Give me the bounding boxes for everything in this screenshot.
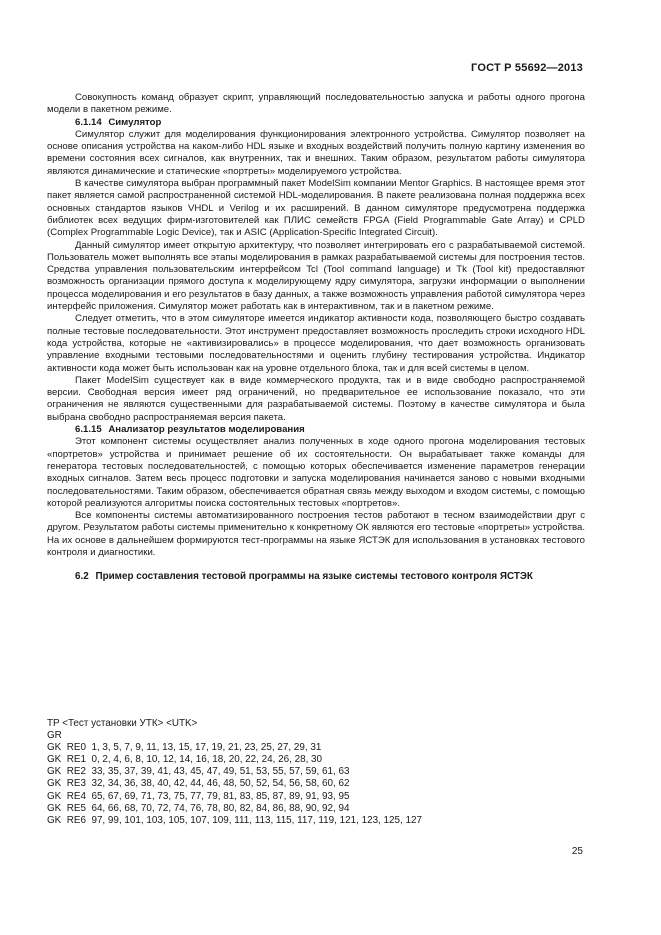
paragraph: Следует отметить, что в этом симуляторе имеется индикатор активности кода, позволяющего быстро создавать полные тестовые последовательности. Этот инструмент предоставляет возможность проследить строки исходного HDL кода устройства, которые не «активизировались» в процессе моделирования, что дает возможность организовать управление входными тестовыми последовательностями и оценить глубину тестирования устройства. Индикатор активности кода может быть использован как на уровне отдельного блока, так и для всей системы в целом. — [47, 313, 585, 374]
code-line: TP <Тест установки УТК> <UTK> — [47, 718, 198, 729]
section-heading-6-2 — [47, 571, 585, 583]
section-number: 6.2 — [75, 571, 89, 583]
code-line: GK RE0 1, 3, 5, 7, 9, 11, 13, 15, 17, 19, 21, 23, 25, 27, 29, 31 — [47, 742, 322, 754]
page-number: 25 — [571, 846, 583, 857]
paragraph: Пакет ModelSim существует как в виде коммерческого продукта, так и в виде свободно распространяемой версии. Свободная версия имеет ряд ограничений, но предварительное ее использование показало, что эти ограничения не являются существенными для разрабатываемой системы. Поэтому в качестве симулятора и была выбрана свободно распространяемая версия пакета. — [47, 374, 585, 423]
section-title: Анализатор результатов моделирования — [108, 424, 305, 436]
paragraph: Все компоненты системы автоматизированного построения тестов работают в тесном взаимодействии друг с другом. Результатом работы системы применительно к конкретному ОК являются его тестовые «портреты» устройства. На их основе в дальнейшем формируются тест-программы на языке ЯСТЭК для использования в установках тестового контроля и диагностики. — [47, 510, 585, 558]
paragraph: В качестве симулятора выбран программный пакет ModelSim компании Mentor Graphics. В настоящее время этот пакет является самой распространенной системой HDL-моделирования. В пакете реализована полная поддержка всех основных стандартов языков VHDL и Verilog и их расширений. В данном симуляторе предусмотрена поддержка библиотек всех ведущих фирм-изготовителей как ПЛИС семейств FPGA (Field Programmable Gate Array) и CPLD (Complex Programmable Logic Device), так и ASIC (Application-Specific Integrated Circuit). — [47, 178, 585, 239]
standard-header: ГОСТ Р 55692—2013 — [471, 62, 583, 74]
paragraph: Симулятор служит для моделирования функционирования электронного устройства. Симулятор позволяет на основе описания устройства на каком-либо HDL языке и входных воздействий получить полную картину изменения во времени состояния всех сигналов, как внутренних, так и внешних. Таким образом, результатом работы симулятора являются динамические и статические «портреты» моделируемого устройства. — [47, 128, 585, 177]
section-number: 6.1.14 — [75, 116, 102, 128]
code-line: GK RE1 0, 2, 4, 6, 8, 10, 12, 14, 16, 18, 20, 22, 24, 26, 28, 30 — [47, 754, 323, 766]
code-line: GK RE5 64, 66, 68, 70, 72, 74, 76, 78, 80, 82, 84, 86, 88, 90, 92, 94 — [47, 802, 350, 814]
paragraph: Этот компонент системы осуществляет анализ полученных в ходе одного прогона моделирования тестовых «портретов» устройства и принимает решение об их состоятельности. Он вырабатывает также команды для генератора тестовых последовательностей, с помощью которых обеспечивается изменение параметров генерации входных сигналов. Затем весь процесс подготовки и запуска моделирования начинается заново с новыми входными последовательностями. Таким образом, обеспечивается обратная связь между выходом и входом системы, с помощью которой реализуются алгоритмы поиска состоятельных тестовых «портретов». — [47, 436, 585, 509]
document-body — [47, 92, 585, 595]
section-heading-6-1-15 — [47, 424, 585, 436]
test-program-listing — [47, 718, 607, 827]
code-line: GK RE4 65, 67, 69, 71, 73, 75, 77, 79, 81, 83, 85, 87, 89, 91, 93, 95 — [47, 790, 350, 802]
code-line: GK RE2 33, 35, 37, 39, 41, 43, 45, 47, 49, 51, 53, 55, 57, 59, 61, 63 — [47, 766, 350, 778]
paragraph: Данный симулятор имеет открытую архитектуру, что позволяет интегрировать его с разрабатываемой системой. Пользователь может выполнять все этапы моделирования в рамках разрабатываемой системы для построения тестов. Средства управления пользовательским интерфейсом Tcl (Tool command language) и Tk (Tool kit) предоставляют возможность организации прямого доступа к моделирующему ядру симулятора, загрузки информации о выполнении процесса моделирования и его результатов в базу данных, а также возможность управления работой симулятора через интерфейс приложения. Симулятор может работать как в интерактивном, так и в пакетном режиме. — [47, 239, 585, 313]
section-number: 6.1.15 — [75, 424, 102, 436]
code-line: GK RE3 32, 34, 36, 38, 40, 42, 44, 46, 48, 50, 52, 54, 56, 58, 60, 62 — [47, 778, 350, 790]
section-title: Симулятор — [108, 116, 162, 128]
section-title: Пример составления тестовой программы на языке системы тестового контроля ЯСТЭК — [95, 571, 533, 583]
paragraph: Совокупность команд образует скрипт, управляющий последовательностью запуска и работы одного прогона модели в пакетном режиме. — [47, 92, 585, 116]
code-line: GK RE6 97, 99, 101, 103, 105, 107, 109, 111, 113, 115, 117, 119, 121, 123, 125, 127 — [47, 814, 422, 826]
code-line: GR — [47, 730, 62, 742]
section-heading-6-1-14 — [47, 117, 585, 129]
